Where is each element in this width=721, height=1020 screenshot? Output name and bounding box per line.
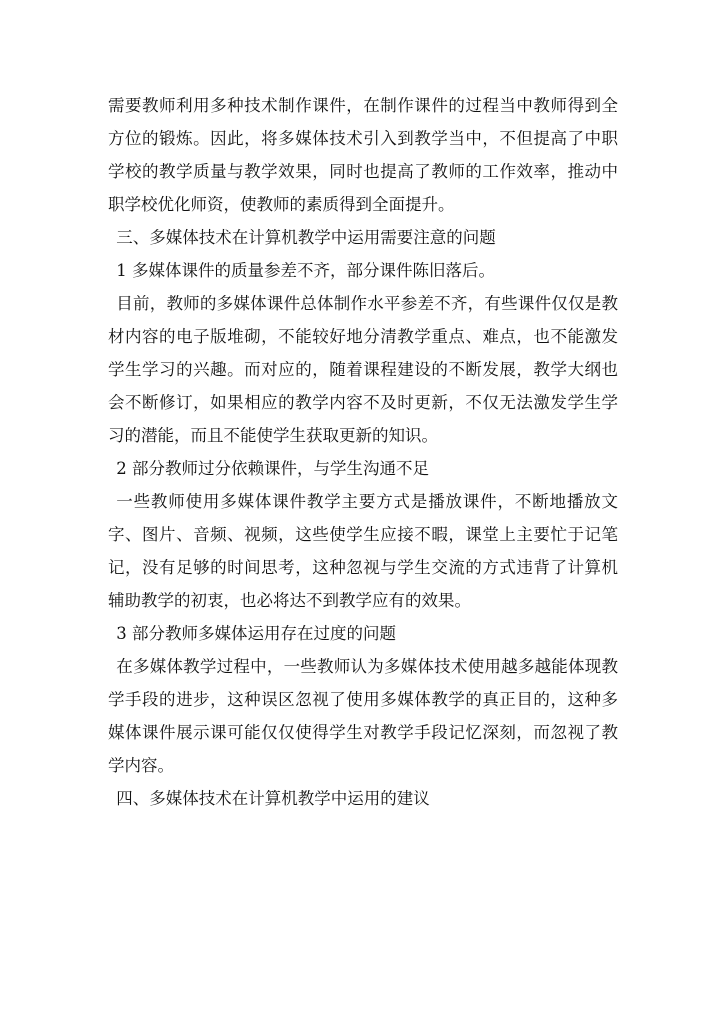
section-heading-3: 三、多媒体技术在计算机教学中运用需要注意的问题	[116, 228, 496, 247]
section-heading-4: 四、多媒体技术在计算机教学中运用的建议	[116, 789, 430, 808]
subsection-heading-3-3: 3 部分教师多媒体运用存在过度的问题	[116, 624, 396, 643]
subsection-heading-3-1: 1 多媒体课件的质量参差不齐，部分课件陈旧落后。	[116, 261, 495, 280]
paragraph-teacher-training: 需要教师利用多种技术制作课件，在制作课件的过程当中教师得到全方位的锻炼。因此，将多媒体技术引入到教学当中，不但提高了中职学校的教学质量与教学效果，同时也提高了教师的工作效率，推动中职学校优化师资，使教师的素质得到全面提升。	[108, 96, 618, 214]
paragraph-courseware-quality: 目前，教师的多媒体课件总体制作水平参差不齐，有些课件仅仅是教材内容的电子版堆砌，不能较好地分清教学重点、难点，也不能激发学生学习的兴趣。而对应的，随着课程建设的不断发展，教学大纲也会不断修订，如果相应的教学内容不及时更新，不仅无法激发学生学习的潜能，而且不能使学生获取更新的知识。	[108, 294, 618, 445]
paragraph-over-reliance: 一些教师使用多媒体课件教学主要方式是播放课件，不断地播放文字、图片、音频、视频，这些使学生应接不暇，课堂上主要忙于记笔记，没有足够的时间思考，这种忽视与学生交流的方式违背了计算机辅助教学的初衷，也必将达不到教学应有的效果。	[108, 492, 618, 610]
paragraph-overuse: 在多媒体教学过程中，一些教师认为多媒体技术使用越多越能体现教学手段的进步，这种误区忽视了使用多媒体教学的真正目的，这种多媒体课件展示课可能仅仅使得学生对教学手段记忆深刻，而忽视了教学内容。	[108, 657, 618, 775]
subsection-heading-3-2: 2 部分教师过分依赖课件，与学生沟通不足	[116, 459, 429, 478]
document-body	[108, 89, 618, 815]
